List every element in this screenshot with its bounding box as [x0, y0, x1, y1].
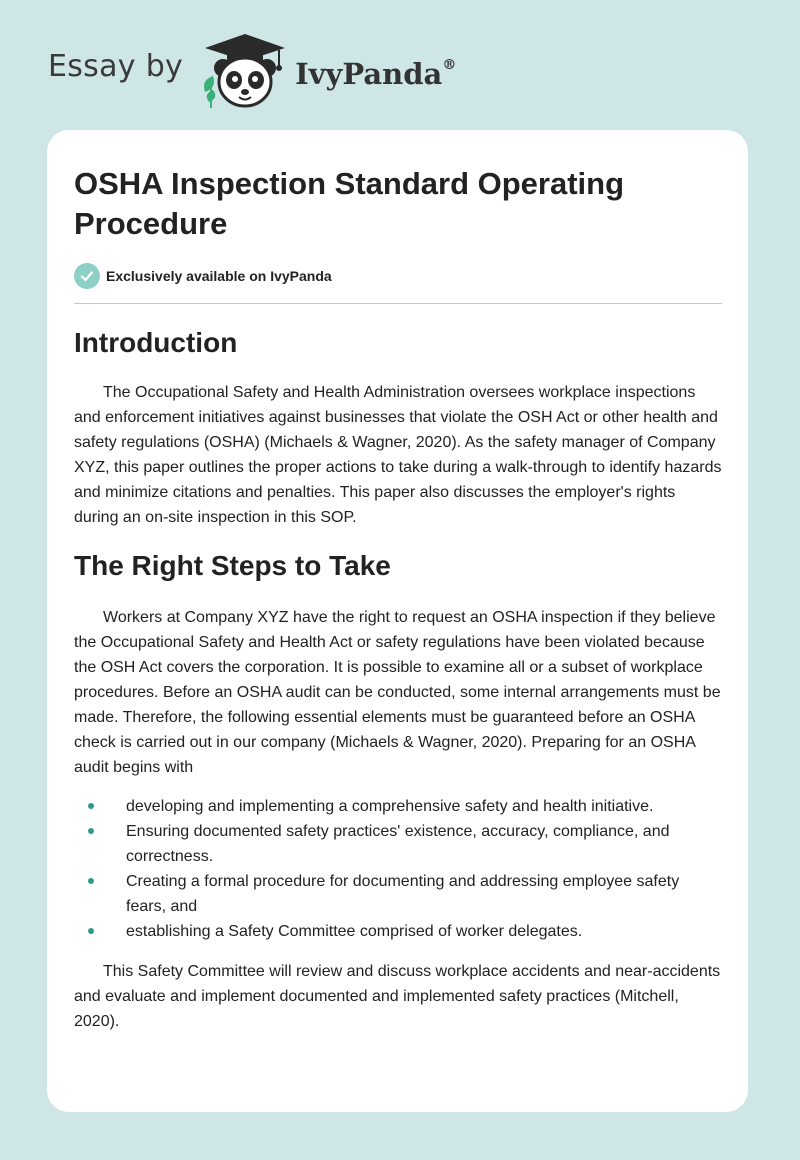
right-steps-paragraph: Workers at Company XYZ have the right to request an OSHA inspection if they believe the Occupational Safety and Health Act or safety regulations have been violated because the OSH Act covers the corporation. It is possible to examine all or a subset of workplace procedures. Before an OSHA audit can be conducted, some internal arrangements must be made. Therefore, the following essential elements must be guaranteed before an OSHA check is carried out in our company (Michaels & Wagner, 2020). Preparing for an OSHA audit begins with [74, 609, 721, 776]
bullet-icon [88, 928, 94, 934]
section-heading-right-steps: The Right Steps to Take [74, 550, 391, 581]
brand-name[interactable]: IvyPanda® [295, 57, 457, 91]
title-divider [74, 303, 722, 304]
list-item: Creating a formal procedure for documenting and addressing employee safety fears, and [74, 869, 722, 919]
bullet-icon [88, 803, 94, 809]
list-item: establishing a Safety Committee comprised of worker delegates. [74, 919, 722, 944]
brand-prefix: Essay by [48, 48, 184, 84]
bullet-icon [88, 878, 94, 884]
page-title: OSHA Inspection Standard Operating Procedure [74, 166, 625, 241]
site-header [48, 30, 456, 110]
panda-logo-icon[interactable] [199, 30, 291, 110]
introduction-paragraph: The Occupational Safety and Health Administration oversees workplace inspections and enforcement initiatives against businesses that violate the OSH Act or other health and safety regulations (OSHA) (Michaels & Wagner, 2020). As the safety manager of Company XYZ, this paper outlines the proper actions to take during a walk-through to identify hazards and minimize citations and penalties. This paper also discusses the employer's rights during an on-site inspection in this SOP. [74, 384, 722, 526]
bullet-icon [88, 828, 94, 834]
preparation-list [74, 794, 722, 944]
check-icon [74, 263, 100, 289]
exclusive-label: Exclusively available on IvyPanda [106, 268, 332, 284]
article-card [47, 130, 748, 1112]
list-item: developing and implementing a comprehensive safety and health initiative. [74, 794, 722, 819]
exclusive-badge [74, 262, 722, 290]
section-heading-introduction: Introduction [74, 327, 238, 358]
list-item: Ensuring documented safety practices' existence, accuracy, compliance, and correctness. [74, 819, 722, 869]
closing-paragraph: This Safety Committee will review and discuss workplace accidents and near-accidents and evaluate and implement documented and implemented safety practices (Mitchell, 2020). [74, 963, 721, 1030]
